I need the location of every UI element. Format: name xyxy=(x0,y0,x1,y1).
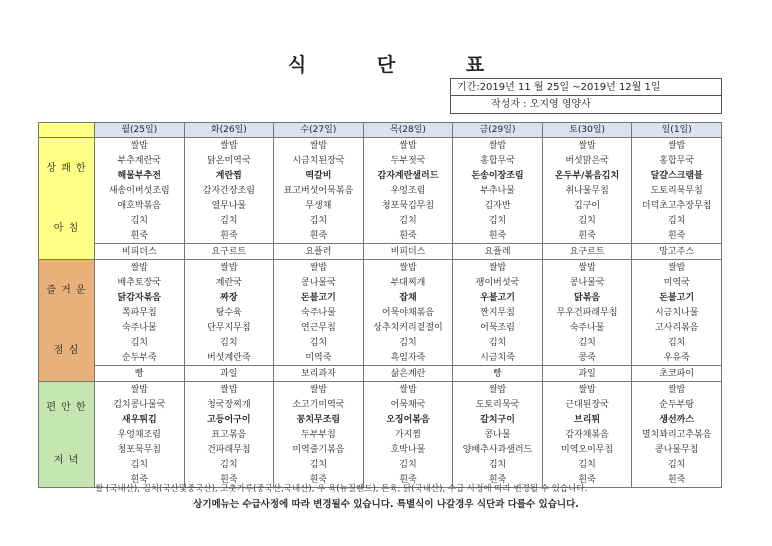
day-header: 목(28일) xyxy=(363,123,453,138)
meal-label-bottom: 점 심 xyxy=(53,344,80,356)
menu-row xyxy=(39,260,722,276)
menu-item: 쌀밥 xyxy=(542,138,632,154)
menu-item: 쌀밥 xyxy=(274,382,364,398)
dessert-item: 요구르트 xyxy=(542,244,632,260)
menu-item: 김치 xyxy=(184,335,274,350)
menu-item: 흑임자죽 xyxy=(363,350,453,366)
menu-item: 무생채 xyxy=(274,198,364,213)
menu-row xyxy=(39,382,722,398)
day-header: 금(29일) xyxy=(453,123,543,138)
menu-item: 우엉채조림 xyxy=(95,427,185,442)
menu-item: 흰죽 xyxy=(542,472,632,488)
menu-row xyxy=(39,397,722,412)
menu-item: 버섯맑은국 xyxy=(542,153,632,168)
menu-item: 우유죽 xyxy=(632,350,722,366)
menu-item: 흰죽 xyxy=(453,228,543,244)
menu-item: 건파래무침 xyxy=(184,442,274,457)
menu-item: 쌀밥 xyxy=(184,138,274,154)
writer-info: 작성자 : 오지영 영양사 xyxy=(450,96,722,114)
menu-item: 돈불고기 xyxy=(632,290,722,305)
menu-item: 새송이버섯조림 xyxy=(95,183,185,198)
menu-item: 감자채볶음 xyxy=(542,427,632,442)
menu-item: 김치 xyxy=(95,213,185,228)
dessert-item: 요플러 xyxy=(274,244,364,260)
menu-item: 흰죽 xyxy=(632,472,722,488)
menu-item: 김치 xyxy=(274,213,364,228)
menu-item: 감자간장조림 xyxy=(184,183,274,198)
period-info: 기간:2019년 11 월 25일 ~2019년 12월 1일 xyxy=(450,78,722,96)
corner-cell xyxy=(39,123,95,138)
menu-row xyxy=(39,335,722,350)
menu-item: 상추치커리겉절이 xyxy=(363,320,453,335)
menu-item: 김치 xyxy=(184,457,274,472)
menu-item: 김치 xyxy=(632,457,722,472)
menu-item: 두부부침 xyxy=(274,427,364,442)
menu-item: 김자반 xyxy=(453,198,543,213)
menu-item: 어묵조림 xyxy=(453,320,543,335)
menu-item: 김치 xyxy=(363,213,453,228)
menu-item: 단무지무침 xyxy=(184,320,274,335)
menu-item: 흰죽 xyxy=(363,472,453,488)
menu-item: 흰죽 xyxy=(184,472,274,488)
menu-item: 해물부추전 xyxy=(95,168,185,183)
page-title: 식 단 표 xyxy=(287,54,517,76)
menu-item: 미역줄기볶음 xyxy=(274,442,364,457)
menu-item: 청국장찌개 xyxy=(184,397,274,412)
menu-item: 숙주나물 xyxy=(274,305,364,320)
meal-label xyxy=(39,138,95,260)
menu-item: 버섯계란죽 xyxy=(184,350,274,366)
menu-item: 콩나물국 xyxy=(274,275,364,290)
menu-item: 쌀밥 xyxy=(363,138,453,154)
menu-item: 순두부죽 xyxy=(95,350,185,366)
dessert-row xyxy=(39,244,722,260)
meal-label-bottom: 저 녁 xyxy=(53,454,80,466)
menu-item: 쌀밥 xyxy=(363,260,453,276)
menu-item: 김치 xyxy=(542,457,632,472)
menu-item: 콩죽 xyxy=(542,350,632,366)
dessert-item: 요구르트 xyxy=(184,244,274,260)
menu-item: 도토리묵국 xyxy=(453,397,543,412)
menu-item: 연근무침 xyxy=(274,320,364,335)
menu-item: 김치 xyxy=(542,213,632,228)
menu-row xyxy=(39,290,722,305)
menu-item: 돈송이장조림 xyxy=(453,168,543,183)
menu-item: 취나물무침 xyxy=(542,183,632,198)
menu-row xyxy=(39,138,722,154)
menu-item: 배추토장국 xyxy=(95,275,185,290)
menu-item: 표고버섯어묵볶음 xyxy=(274,183,364,198)
menu-item: 호박나물 xyxy=(363,442,453,457)
dessert-item: 빵 xyxy=(95,366,185,382)
menu-item: 고사리볶음 xyxy=(632,320,722,335)
menu-item: 김치 xyxy=(184,213,274,228)
menu-item: 쌀밥 xyxy=(453,138,543,154)
dessert-item: 망고주스 xyxy=(632,244,722,260)
day-header-row xyxy=(39,123,722,138)
menu-item: 어묵야채볶음 xyxy=(363,305,453,320)
meal-label xyxy=(39,260,95,382)
menu-item: 두부젓국 xyxy=(363,153,453,168)
menu-item: 김치 xyxy=(632,213,722,228)
menu-item: 김치 xyxy=(632,335,722,350)
meal-label-top: 편 안 한 xyxy=(46,402,87,414)
menu-item: 갈치구이 xyxy=(453,412,543,427)
dessert-item: 과일 xyxy=(184,366,274,382)
menu-item: 홍합무국 xyxy=(632,153,722,168)
menu-item: 탕수육 xyxy=(184,305,274,320)
day-header: 화(26일) xyxy=(184,123,274,138)
menu-row xyxy=(39,427,722,442)
menu-item: 팽이버섯국 xyxy=(453,275,543,290)
menu-item: 우엉조림 xyxy=(363,183,453,198)
menu-item: 부추계란국 xyxy=(95,153,185,168)
menu-item: 흰죽 xyxy=(274,472,364,488)
menu-item: 근대된장국 xyxy=(542,397,632,412)
menu-item: 어묵채국 xyxy=(363,397,453,412)
menu-item: 미역국 xyxy=(632,275,722,290)
menu-table xyxy=(38,122,722,488)
menu-item: 콩나물무침 xyxy=(632,442,722,457)
menu-item: 무우건파래무침 xyxy=(542,305,632,320)
menu-item: 김치 xyxy=(453,213,543,228)
menu-item: 쪽파무침 xyxy=(95,305,185,320)
menu-item: 떡갈비 xyxy=(274,168,364,183)
menu-item: 김치 xyxy=(95,457,185,472)
menu-item: 홍합무국 xyxy=(453,153,543,168)
menu-item: 흰죽 xyxy=(95,228,185,244)
menu-item: 고등어구이 xyxy=(184,412,274,427)
menu-item: 미역오이무침 xyxy=(542,442,632,457)
dessert-row xyxy=(39,366,722,382)
menu-item: 달걀스크램블 xyxy=(632,168,722,183)
dessert-item: 요플레 xyxy=(453,244,543,260)
change-notice: 상기메뉴는 수급사정에 따라 변경될수 있습니다. 특별식이 나갈경우 식단과 다를수 있습니다. xyxy=(193,499,579,510)
menu-item: 부추나물 xyxy=(453,183,543,198)
menu-row xyxy=(39,153,722,168)
menu-item: 열무나물 xyxy=(184,198,274,213)
dessert-item: 삶은계란 xyxy=(363,366,453,382)
menu-item: 김치콩나물국 xyxy=(95,397,185,412)
menu-row xyxy=(39,183,722,198)
menu-item: 쌀밥 xyxy=(95,382,185,398)
menu-row xyxy=(39,350,722,366)
menu-item: 콩나물국 xyxy=(542,275,632,290)
menu-item: 흰죽 xyxy=(184,228,274,244)
menu-item: 김치 xyxy=(453,335,543,350)
menu-row xyxy=(39,320,722,335)
menu-item: 순두부탕 xyxy=(632,397,722,412)
menu-row xyxy=(39,168,722,183)
menu-item: 짠지무침 xyxy=(453,305,543,320)
menu-item: 흰죽 xyxy=(453,472,543,488)
menu-item: 우불고기 xyxy=(453,290,543,305)
menu-item: 양배추사과샐러드 xyxy=(453,442,543,457)
menu-item: 쌀밥 xyxy=(363,382,453,398)
menu-item: 숙주나물 xyxy=(542,320,632,335)
menu-item: 흰죽 xyxy=(542,228,632,244)
menu-item: 숙주나물 xyxy=(95,320,185,335)
menu-row xyxy=(39,275,722,290)
menu-item: 쌀밥 xyxy=(453,382,543,398)
menu-item: 계란국 xyxy=(184,275,274,290)
menu-item: 감자계란샐러드 xyxy=(363,168,453,183)
menu-item: 쌀밥 xyxy=(274,138,364,154)
menu-item: 쌀밥 xyxy=(95,138,185,154)
dessert-item: 비피더스 xyxy=(95,244,185,260)
day-header: 토(30일) xyxy=(542,123,632,138)
menu-item: 흰죽 xyxy=(363,228,453,244)
meal-label-top: 즐 거 운 xyxy=(46,284,87,296)
menu-item: 쌀밥 xyxy=(542,260,632,276)
menu-item: 닭감자볶음 xyxy=(95,290,185,305)
menu-item: 김치 xyxy=(542,335,632,350)
menu-item: 쌀밥 xyxy=(184,260,274,276)
menu-item: 돈불고기 xyxy=(274,290,364,305)
day-header: 일(1일) xyxy=(632,123,722,138)
meal-label-bottom: 아 침 xyxy=(53,222,80,234)
menu-item: 오징어볶음 xyxy=(363,412,453,427)
origin-footnote: 쌀 (국내산), 김치(국산및중국산), 고춧가루(중국산,국내산), 우 육(뉴질랜드), 돈육, 닭(국내산), 수급 사정에 따라 변경될 수 있습니다. xyxy=(95,484,588,494)
dessert-item: 초코파이 xyxy=(632,366,722,382)
dessert-item: 보리과자 xyxy=(274,366,364,382)
dessert-item: 과일 xyxy=(542,366,632,382)
menu-item: 쌀밥 xyxy=(632,382,722,398)
menu-item: 청포묵무침 xyxy=(95,442,185,457)
menu-item: 더덕초고추장무침 xyxy=(632,198,722,213)
menu-item: 쌀밥 xyxy=(632,138,722,154)
menu-row xyxy=(39,442,722,457)
meal-label xyxy=(39,382,95,488)
dessert-item: 빵 xyxy=(453,366,543,382)
menu-row xyxy=(39,213,722,228)
menu-row xyxy=(39,228,722,244)
dessert-item: 비피더스 xyxy=(363,244,453,260)
menu-item: 김치 xyxy=(363,457,453,472)
menu-row xyxy=(39,305,722,320)
menu-item: 온두부/볶음김치 xyxy=(542,168,632,183)
menu-row xyxy=(39,457,722,472)
menu-item: 가지찜 xyxy=(363,427,453,442)
menu-item: 청포묵김무침 xyxy=(363,198,453,213)
menu-item: 쌀밥 xyxy=(542,382,632,398)
meal-label-top: 상 쾌 한 xyxy=(46,162,87,174)
menu-item: 쌀밥 xyxy=(184,382,274,398)
menu-item: 멸치꽈리고추볶음 xyxy=(632,427,722,442)
menu-item: 생선까스 xyxy=(632,412,722,427)
menu-item: 쌀밥 xyxy=(632,260,722,276)
menu-item: 쌀밥 xyxy=(95,260,185,276)
menu-item: 애호박볶음 xyxy=(95,198,185,213)
menu-item: 브리튀 xyxy=(542,412,632,427)
menu-item: 김치 xyxy=(274,457,364,472)
menu-item: 닭온미역국 xyxy=(184,153,274,168)
menu-item: 콩나물 xyxy=(453,427,543,442)
day-header: 수(27일) xyxy=(274,123,364,138)
menu-item: 잡채 xyxy=(363,290,453,305)
menu-item: 시금치죽 xyxy=(453,350,543,366)
menu-item: 시금치나물 xyxy=(632,305,722,320)
menu-item: 소고기미역국 xyxy=(274,397,364,412)
menu-item: 쌀밥 xyxy=(274,260,364,276)
menu-item: 시금치된장국 xyxy=(274,153,364,168)
menu-item: 닭볶음 xyxy=(542,290,632,305)
menu-item: 꽁치무조림 xyxy=(274,412,364,427)
menu-item: 김치 xyxy=(453,457,543,472)
menu-item: 김치 xyxy=(274,335,364,350)
menu-item: 김치 xyxy=(363,335,453,350)
menu-item: 김치 xyxy=(95,335,185,350)
menu-item: 표고볶음 xyxy=(184,427,274,442)
menu-row xyxy=(39,412,722,427)
menu-item: 흰죽 xyxy=(95,472,185,488)
day-header: 월(25일) xyxy=(95,123,185,138)
menu-item: 부대찌개 xyxy=(363,275,453,290)
menu-row xyxy=(39,198,722,213)
menu-item: 쌀밥 xyxy=(453,260,543,276)
menu-item: 새우튀김 xyxy=(95,412,185,427)
menu-item: 계란찜 xyxy=(184,168,274,183)
menu-item: 흰죽 xyxy=(632,228,722,244)
menu-item: 김구이 xyxy=(542,198,632,213)
menu-item: 짜장 xyxy=(184,290,274,305)
menu-item: 도토리묵무침 xyxy=(632,183,722,198)
menu-item: 미역죽 xyxy=(274,350,364,366)
menu-item: 흰죽 xyxy=(274,228,364,244)
